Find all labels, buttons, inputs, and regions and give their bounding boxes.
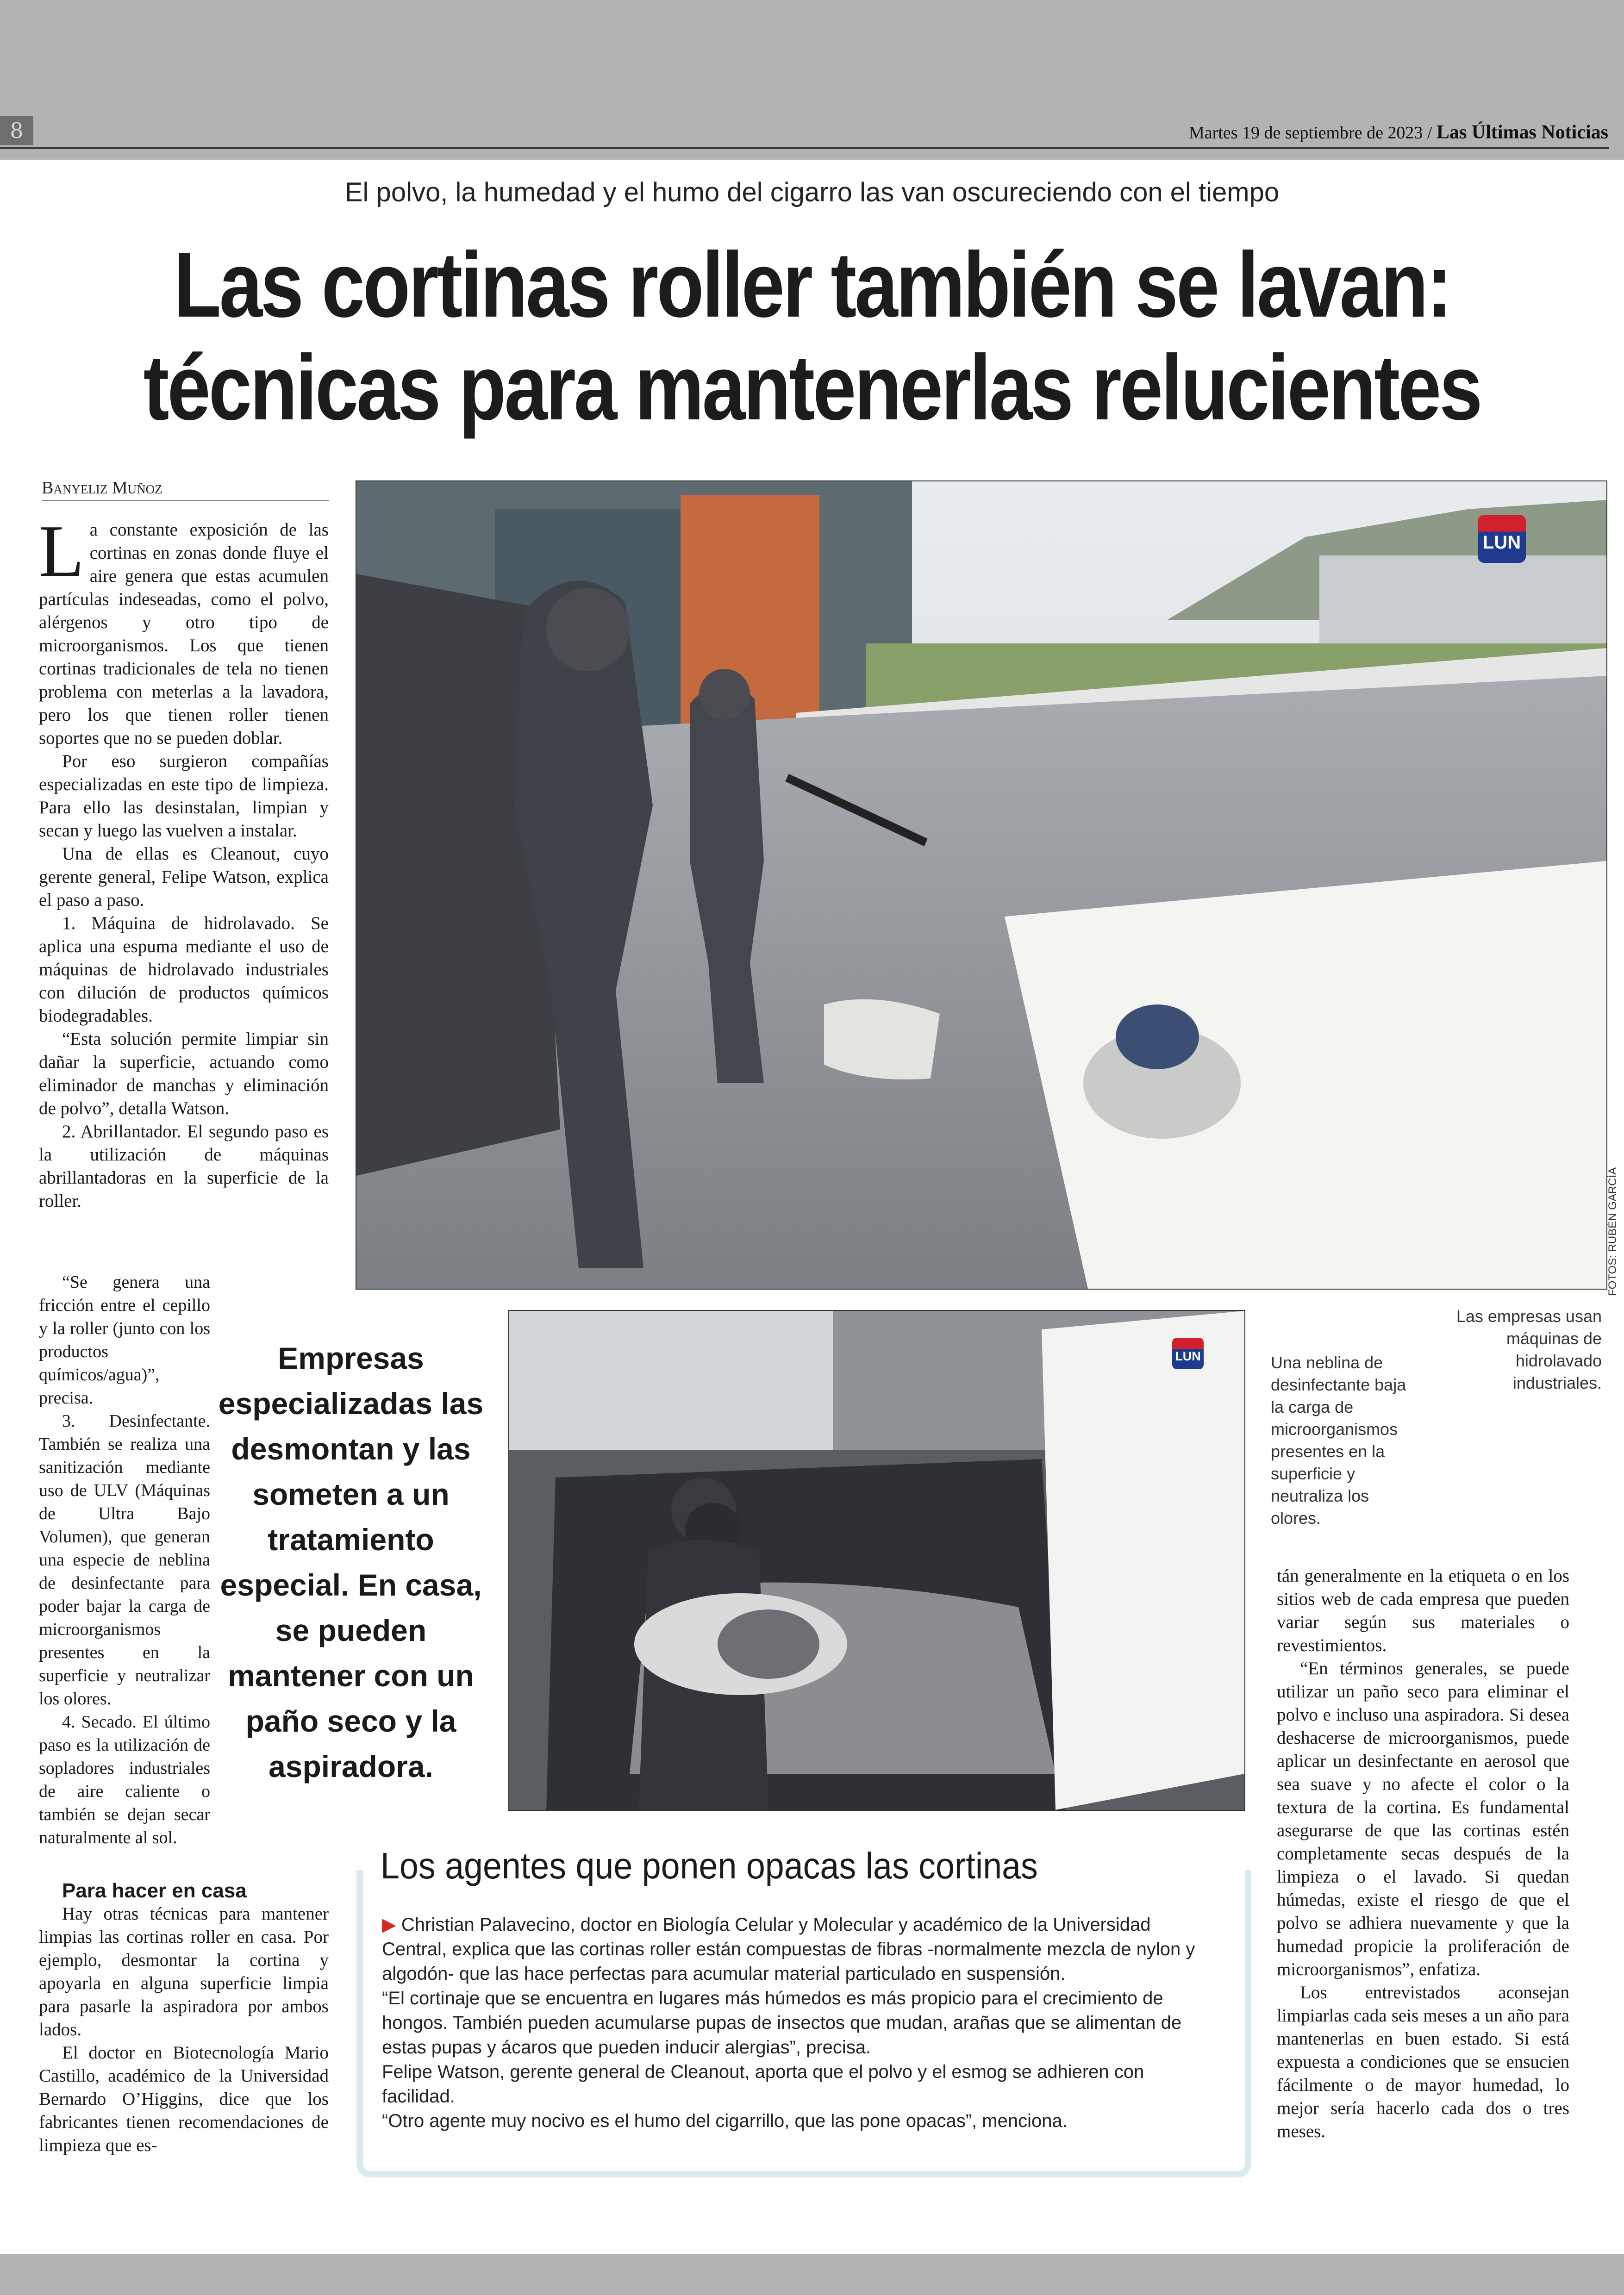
drop-cap: L <box>39 510 84 592</box>
body-paragraph: Hay otras técnicas para mantener limpias las cortinas roller en casa. Por ejemplo, desmontar la cortina y apoyarla en alguna superficie limpia para pasarle la aspiradora por ambos lados. <box>39 1904 329 2039</box>
lun-logo-small: LUN <box>1172 1338 1204 1369</box>
photo-caption-left: Una neblina de desinfectante baja la carga de microorganismos presentes en la superficie y neutraliza los olores. <box>1271 1353 1406 1528</box>
body-paragraph: El doctor en Biotecnología Mario Castillo, académico de la Universidad Bernardo O’Higgins, dice que los fabricantes tienen recomendaciones de limpieza que es- <box>39 2043 329 2155</box>
body-column-1-narrow <box>39 1271 210 1849</box>
body-paragraph: “Se genera una fricción entre el cepillo y la roller (junto con los productos químicos/agua)”, precisa. <box>39 1272 210 1408</box>
body-column-right <box>1277 1565 1569 2143</box>
sidebar-title: Los agentes que ponen opacas las cortinas <box>381 1845 1038 1886</box>
main-photo <box>356 480 1607 1290</box>
body-column-1-bottom <box>39 1879 329 2157</box>
second-photo <box>508 1310 1245 1811</box>
body-paragraph <box>39 510 329 750</box>
headline-line-1: Las cortinas roller también se lavan: <box>174 233 1450 337</box>
body-paragraph: 4. Secado. El último paso es la utilización de sopladores industriales de aire caliente o también se dejan secar naturalmente al sol. <box>39 1712 210 1847</box>
sidebar-paragraph-text: Christian Palavecino, doctor en Biología Celular y Molecular y académico de la Universidad Central, explica que las cortinas roller están compuestas de fibras -normalmente mezcla de nylon y algodón- que las hace perfectas para acumular material particulado en suspensión. <box>382 1915 1195 1984</box>
body-paragraph: “Esta solución permite limpiar sin dañar la superficie, actuando como eliminador de manchas y eliminación de polvo”, detalla Watson. <box>39 1029 329 1118</box>
body-paragraph: Los entrevistados aconsejan limpiarlas cada seis meses a un año para mantenerlas en buen estado. Si está expuesta a condiciones que se ensucien fácilmente o de mayor humedad, lo mejor sería hacerlo cada dos o tres meses. <box>1277 1983 1569 2141</box>
photo-caption-right: Las empresas usan máquinas de hidrolavado industriales. <box>1456 1307 1602 1392</box>
sidebar-text <box>382 1913 1215 2133</box>
headline-line-2: técnicas para mantenerlas relucientes <box>143 336 1481 439</box>
body-column-1 <box>39 510 329 1213</box>
dateline-separator: / <box>1423 123 1437 143</box>
disinfection-photo <box>509 1311 1244 1810</box>
body-paragraph: “En términos generales, se puede utilizar un paño seco para eliminar el polvo e incluso una aspiradora. Si desea deshacerse de microorganismos, puede aplicar un desinfectante en aerosol que sea suave y no afecte el color o la textura de la cortina. Es fundamental asegurarse de que las cortinas estén completamente secas después de la limpieza o el lavado. Si quedan húmedas, existe el riesgo de que el polvo se adhiera nuevamente y que la humedad propicie la proliferación de microorganismos”, enfatiza. <box>1277 1659 1569 1979</box>
issue-date: Martes 19 de septiembre de 2023 <box>1188 123 1423 143</box>
lun-logo: LUN <box>1478 515 1526 563</box>
sidebar-paragraph: Felipe Watson, gerente general de Cleanout, aporta que el polvo y el esmog se adhieren con facilidad. <box>382 2062 1144 2107</box>
page-number: 8 <box>0 116 33 145</box>
publication-name: Las Últimas Noticias <box>1437 122 1608 143</box>
body-paragraph: Una de ellas es Cleanout, cuyo gerente general, Felipe Watson, explica el paso a paso. <box>39 844 329 910</box>
byline: Banyeliz Muñoz <box>42 478 329 501</box>
body-paragraph: tán generalmente en la etiqueta o en los sitios web de cada empresa que pueden variar según sus materiales o revestimientos. <box>1277 1566 1569 1655</box>
dateline <box>1189 121 1608 143</box>
red-arrow-icon: ▶ <box>382 1915 396 1935</box>
sidebar-paragraph: “Otro agente muy nocivo es el humo del cigarrillo, que las pone opacas”, menciona. <box>382 2111 1068 2131</box>
body-paragraph: 1. Máquina de hidrolavado. Se aplica una espuma mediante el uso de máquinas de hidrolavado industriales con dilución de productos químicos biodegradables. <box>39 913 329 1026</box>
article-kicker: El polvo, la humedad y el humo del cigarro las van oscureciendo con el tiempo <box>344 177 1280 207</box>
photo-credit-text: FOTOS: RUBÉN GARCÍA <box>1606 1167 1619 1296</box>
rooftop-cleaning-photo <box>356 481 1606 1289</box>
header-rule <box>0 147 1609 149</box>
pull-quote: Empresas especializadas las desmontan y las someten a un tratamiento especial. En casa, se pueden mantener con un paño seco y la aspiradora. <box>218 1341 484 1784</box>
bottom-margin-band <box>0 2254 1624 2295</box>
body-paragraph: 2. Abrillantador. El segundo paso es la utilización de máquinas abrillantadoras en la superficie de la roller. <box>39 1122 329 1211</box>
paragraph-text: a constante exposición de las cortinas en zonas donde fluye el aire genera que estas acumulen partículas indeseadas, como el polvo, alérgenos y otro tipo de microorganismos. Los que tienen cortinas tradicionales de tela no tienen problema con meterlas a la lavadora, pero los que tienen roller tienen soportes que no se pueden doblar. <box>39 520 329 748</box>
sidebar-paragraph: “El cortinaje que se encuentra en lugares más húmedos es más propicio para el crecimiento de hongos. También pueden acumularse pupas de insectos que mudan, arañas que se alimentan de estas pupas y ácaros que pueden inducir alergias”, precisa. <box>382 1988 1182 2058</box>
sidebar-paragraph <box>382 1913 1215 1986</box>
article-headline <box>130 234 1494 439</box>
body-paragraph: Por eso surgieron compañías especializadas en este tipo de limpieza. Para ello las desinstalan, limpian y secan y luego las vuelven a instalar. <box>39 751 329 841</box>
body-paragraph: 3. Desinfectante. También se realiza una sanitización mediante uso de ULV (Máquinas de Ultra Bajo Volumen), que generan una especie de neblina de desinfectante para poder bajar la carga de microorganismos presentes en la superficie y neutralizar los olores. <box>39 1411 210 1709</box>
photo-credit <box>1606 1157 1620 1296</box>
section-subhead: Para hacer en casa <box>62 1879 247 1902</box>
